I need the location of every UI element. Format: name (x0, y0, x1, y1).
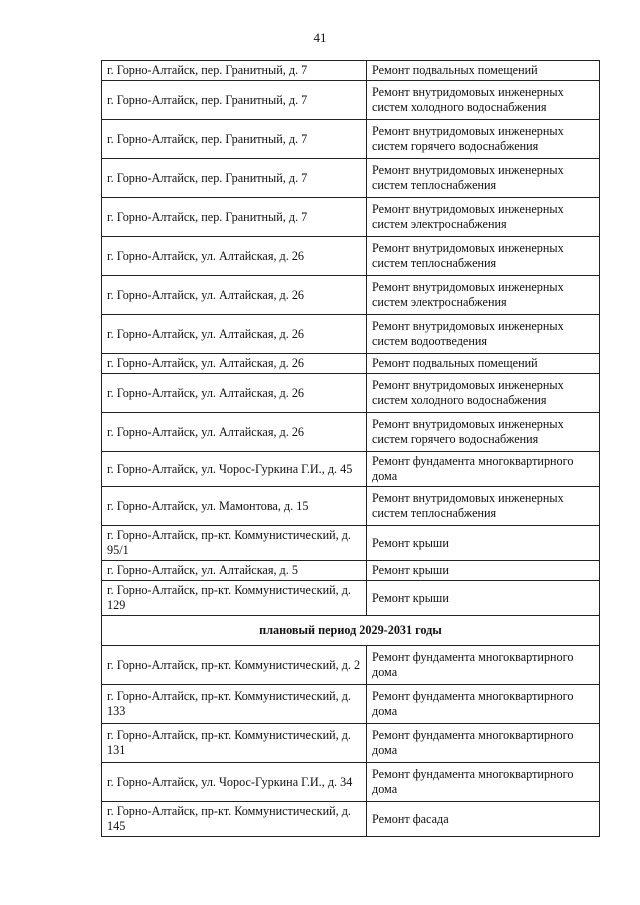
table-row (102, 354, 600, 374)
address-cell: г. Горно-Алтайск, ул. Алтайская, д. 5 (102, 561, 367, 581)
work-cell: Ремонт фундамента многоквартирного дома (367, 724, 600, 763)
address-cell: г. Горно-Алтайск, пр-кт. Коммунистический, д. 129 (102, 581, 367, 616)
address-cell: г. Горно-Алтайск, пр-кт. Коммунистический, д. 2 (102, 646, 367, 685)
work-cell: Ремонт фундамента многоквартирного дома (367, 685, 600, 724)
table-row (102, 526, 600, 561)
address-cell: г. Горно-Алтайск, пр-кт. Коммунистический, д. 145 (102, 802, 367, 837)
address-cell: г. Горно-Алтайск, ул. Чорос-Гуркина Г.И., д. 34 (102, 763, 367, 802)
address-cell: г. Горно-Алтайск, ул. Мамонтова, д. 15 (102, 487, 367, 526)
table-row (102, 315, 600, 354)
address-cell: г. Горно-Алтайск, пер. Гранитный, д. 7 (102, 61, 367, 81)
address-cell: г. Горно-Алтайск, пер. Гранитный, д. 7 (102, 159, 367, 198)
table-row (102, 120, 600, 159)
table-row (102, 198, 600, 237)
work-cell: Ремонт крыши (367, 581, 600, 616)
work-cell: Ремонт фасада (367, 802, 600, 837)
address-cell: г. Горно-Алтайск, пр-кт. Коммунистический, д. 131 (102, 724, 367, 763)
table-row (102, 763, 600, 802)
work-cell: Ремонт подвальных помещений (367, 61, 600, 81)
table-row (102, 685, 600, 724)
table-row (102, 237, 600, 276)
table-row (102, 724, 600, 763)
address-cell: г. Горно-Алтайск, ул. Алтайская, д. 26 (102, 354, 367, 374)
table-row (102, 581, 600, 616)
work-cell: Ремонт внутридомовых инженерных систем водоотведения (367, 315, 600, 354)
address-cell: г. Горно-Алтайск, ул. Алтайская, д. 26 (102, 276, 367, 315)
work-cell: Ремонт внутридомовых инженерных систем холодного водоснабжения (367, 81, 600, 120)
address-cell: г. Горно-Алтайск, ул. Чорос-Гуркина Г.И., д. 45 (102, 452, 367, 487)
address-cell: г. Горно-Алтайск, ул. Алтайская, д. 26 (102, 315, 367, 354)
work-cell: Ремонт внутридомовых инженерных систем теплоснабжения (367, 487, 600, 526)
table-row (102, 802, 600, 837)
work-cell: Ремонт внутридомовых инженерных систем теплоснабжения (367, 159, 600, 198)
page-number: 41 (313, 30, 327, 45)
table-row (102, 452, 600, 487)
table-row (102, 81, 600, 120)
address-cell: г. Горно-Алтайск, пр-кт. Коммунистический, д. 133 (102, 685, 367, 724)
table-row (102, 374, 600, 413)
address-cell: г. Горно-Алтайск, пр-кт. Коммунистический, д. 95/1 (102, 526, 367, 561)
address-cell: г. Горно-Алтайск, пер. Гранитный, д. 7 (102, 120, 367, 159)
work-cell: Ремонт внутридомовых инженерных систем теплоснабжения (367, 237, 600, 276)
address-cell: г. Горно-Алтайск, ул. Алтайская, д. 26 (102, 374, 367, 413)
table-row (102, 561, 600, 581)
work-cell: Ремонт крыши (367, 526, 600, 561)
work-cell: Ремонт внутридомовых инженерных систем горячего водоснабжения (367, 413, 600, 452)
table-row (102, 61, 600, 81)
table-row (102, 646, 600, 685)
address-cell: г. Горно-Алтайск, пер. Гранитный, д. 7 (102, 198, 367, 237)
table-row (102, 159, 600, 198)
address-cell: г. Горно-Алтайск, ул. Алтайская, д. 26 (102, 413, 367, 452)
works-table (101, 60, 600, 837)
work-cell: Ремонт внутридомовых инженерных систем горячего водоснабжения (367, 120, 600, 159)
work-cell: Ремонт фундамента многоквартирного дома (367, 646, 600, 685)
work-cell: Ремонт внутридомовых инженерных систем электроснабжения (367, 276, 600, 315)
section-title: плановый период 2029-2031 годы (102, 616, 600, 646)
section-header-row (102, 616, 600, 646)
work-cell: Ремонт фундамента многоквартирного дома (367, 452, 600, 487)
work-cell: Ремонт крыши (367, 561, 600, 581)
address-cell: г. Горно-Алтайск, ул. Алтайская, д. 26 (102, 237, 367, 276)
work-cell: Ремонт внутридомовых инженерных систем электроснабжения (367, 198, 600, 237)
work-cell: Ремонт подвальных помещений (367, 354, 600, 374)
work-cell: Ремонт фундамента многоквартирного дома (367, 763, 600, 802)
work-cell: Ремонт внутридомовых инженерных систем холодного водоснабжения (367, 374, 600, 413)
table-row (102, 487, 600, 526)
address-cell: г. Горно-Алтайск, пер. Гранитный, д. 7 (102, 81, 367, 120)
table-row (102, 276, 600, 315)
table-row (102, 413, 600, 452)
